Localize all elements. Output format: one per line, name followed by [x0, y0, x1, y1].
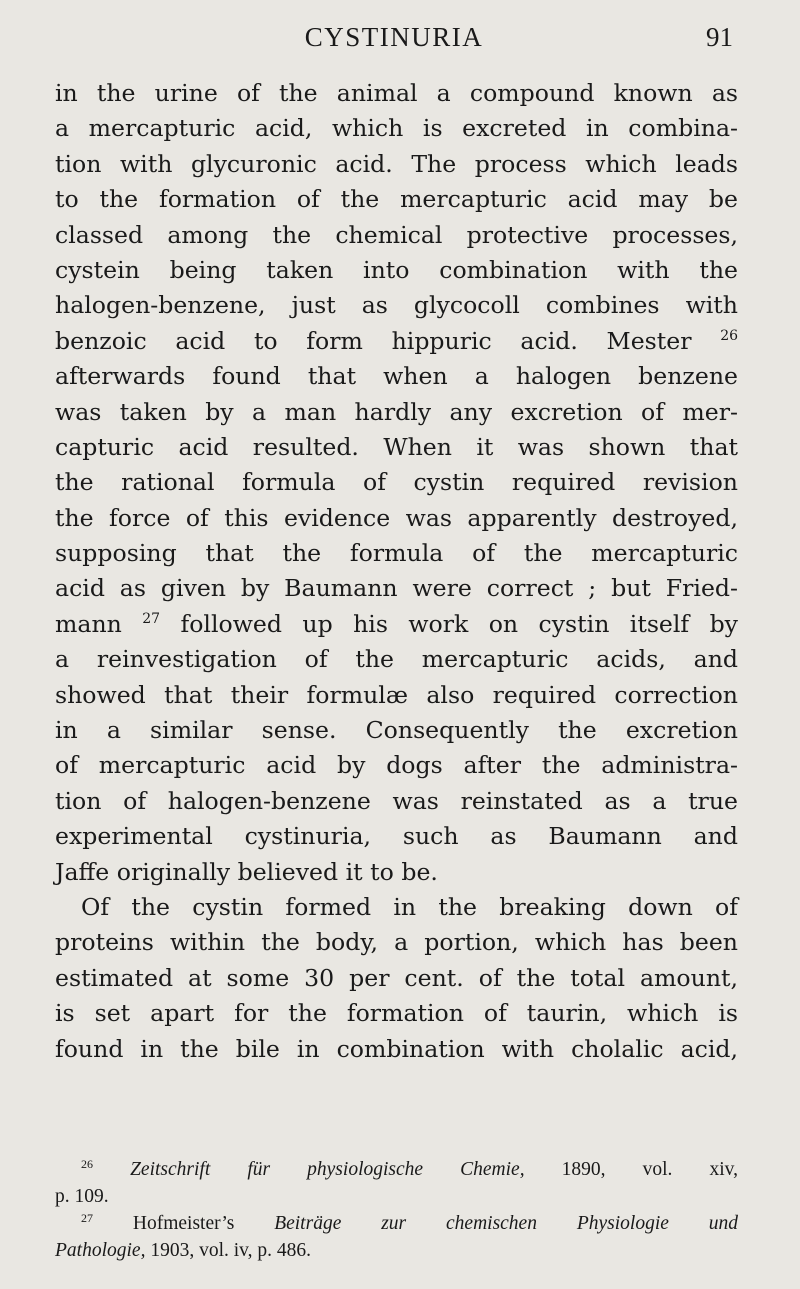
text-line: of mercapturic acid by dogs after the administra- — [55, 751, 738, 780]
footnote-mark: 27 — [81, 1211, 93, 1225]
footnote-journal-title-cont: Pathologie, — [55, 1240, 146, 1261]
text-line: halogen-benzene, just as glycocoll combines with — [55, 291, 738, 320]
text-line: is set apart for the formation of taurin, which is — [55, 999, 738, 1028]
footnote-26 — [55, 1156, 738, 1183]
text-line: tion of halogen-benzene was reinstated as a true — [55, 786, 738, 815]
text-line: classed among the chemical protective processes, — [55, 220, 738, 249]
footnotes — [55, 1156, 738, 1264]
text-line: the rational formula of cystin required revision — [55, 468, 738, 497]
text-line: capturic acid resulted. When it was shown that — [55, 432, 738, 461]
text-line: afterwards found that when a halogen benzene — [55, 362, 738, 391]
footnote-citation: 1903, vol. iv, p. 486. — [150, 1240, 312, 1261]
text-line: in a similar sense. Consequently the excretion — [55, 716, 738, 745]
text-line: a mercapturic acid, which is excreted in combina- — [55, 114, 738, 143]
footnote-journal-title: Beiträge zur chemischen Physiologie und — [274, 1213, 739, 1234]
footnote-mark: 26 — [81, 1157, 93, 1171]
text-line: a reinvestigation of the mercapturic acids, and — [55, 645, 738, 674]
text-line: experimental cystinuria, such as Baumann and — [55, 822, 738, 851]
text-line: cystein being taken into combination with the — [55, 255, 738, 284]
text-line: Jaffe originally believed it to be. — [55, 857, 438, 886]
text-line: acid as given by Baumann were correct ; but Fried- — [55, 574, 738, 603]
page-number: 91 — [706, 22, 733, 52]
footnote-author: Hofmeister’s — [132, 1213, 235, 1234]
footnote-continuation: p. 109. — [55, 1186, 109, 1207]
text-line: the force of this evidence was apparently destroyed, — [55, 503, 738, 532]
footnote-ref-27: 27 — [142, 610, 161, 627]
footnote-ref-26: 26 — [720, 327, 739, 344]
footnote-journal-title: Zeitschrift für physiologische Chemie, — [130, 1159, 525, 1180]
text-line: in the urine of the animal a compound known as — [55, 79, 738, 107]
text-fragment: benzoic acid to form hippuric acid. Mester — [55, 326, 692, 355]
text-line: to the formation of the mercapturic acid may be — [55, 185, 738, 214]
text-line: tion with glycuronic acid. The process which leads — [55, 149, 738, 178]
text-line: showed that their formulæ also required correction — [55, 680, 738, 709]
text-fragment: mann — [55, 609, 122, 638]
text-line: Of the cystin formed in the breaking down of — [81, 892, 738, 921]
body-text — [55, 76, 738, 1067]
footnote-continuation — [55, 1237, 738, 1264]
text-line-with-ref — [55, 607, 738, 642]
text-line: proteins within the body, a portion, which has been — [55, 928, 738, 957]
text-line-with-ref — [55, 324, 738, 359]
text-fragment: followed up his work on cystin itself by — [180, 609, 739, 638]
text-line: was taken by a man hardly any excretion of mer- — [55, 397, 738, 426]
running-title: CYSTINURIA — [304, 22, 484, 52]
footnote-citation: 1890, vol. xiv, — [561, 1159, 739, 1180]
footnote-27 — [55, 1210, 738, 1237]
text-line: supposing that the formula of the mercapturic — [55, 539, 738, 568]
text-line: estimated at some 30 per cent. of the total amount, — [55, 963, 738, 992]
text-line: found in the bile in combination with cholalic acid, — [55, 1034, 738, 1063]
running-head — [55, 18, 733, 58]
